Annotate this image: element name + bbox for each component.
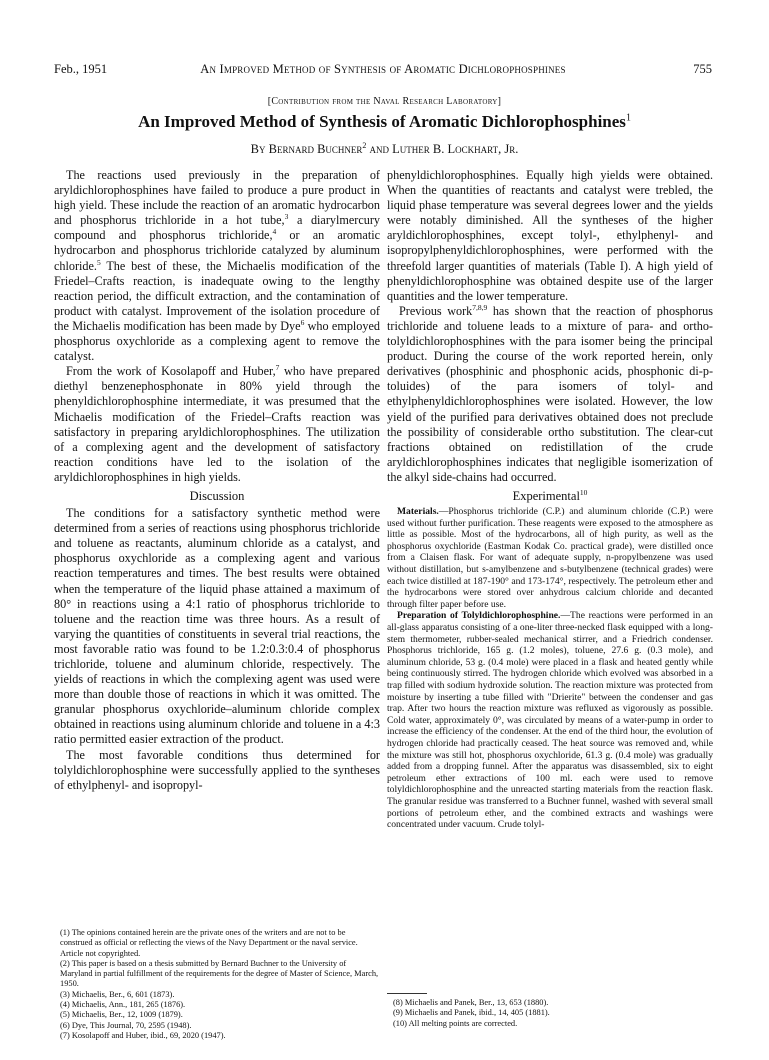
footnote: (9) Michaelis and Panek, ibid., 14, 405 (1881). [393, 1008, 550, 1018]
ref-mark: 4 [272, 227, 277, 237]
footnote: (10) All melting points are corrected. [393, 1018, 518, 1028]
article-title [0, 112, 769, 132]
discussion-paragraph-1: The conditions for a satisfactory synthetic method were determined from a series of reactions using phosphorus trichloride and toluene as reactants, aluminum chloride as a catalyst, and phosphorus oxychloride as a complexing agent and various reaction temperatures and times. The best results were obtained when the temperature of the liquid phase attained a maximum of 80° in reactions using a 4:1 ratio of phosphorus trichloride to toluene and the reaction time was three hours. As a result of varying the quantities of constituents in several trial reactions, the most favorable ratio was found to be 1.2:0.3:0.4 of phosphorus trichloride, toluene and aluminum chloride, respectively. The yields of reactions in which the complexing agent was used were more than double those of reactions in which it was omitted. The granular phosphorus oxychloride–aluminum chloride complex obtained in reactions using aluminum chloride and toluene in a 4:3 ratio permitted easier extraction of the product. [54, 506, 380, 747]
byline [0, 141, 769, 157]
page-number: 755 [693, 62, 712, 76]
footnotes-right [387, 990, 713, 1029]
footnote: (2) This paper is based on a thesis submitted by Bernard Buchner to the University of Maryland in partial fulfillment of the requirements for the degree of Master of Science, March, 1950. [60, 958, 379, 989]
footnote: (8) Michaelis and Panek, Ber., 13, 653 (1880). [393, 998, 549, 1007]
discussion-paragraph-2-end: phenyldichlorophosphines. Equally high yields were obtained. When the quantities of reactants and catalyst were trebled, the liquid phase temperature was several degrees lower and the yields were notably diminished. All the syntheses of the higher aryldichlorophosphines, except tolyl-, ethylphenyl- and isopropylphenyldichlorophosphines, were performed with the threefold larger quantities of materials (Table I). A high yield of phenyldichlorophosphine was obtained despite use of the larger quantities and the lower temperature. [387, 168, 713, 303]
ref-mark: 5 [96, 257, 101, 267]
right-column [387, 168, 713, 831]
footnote: (4) Michaelis, Ann., 181, 265 (1876). [60, 1000, 186, 1010]
byline-and: and [369, 142, 390, 157]
footnote: (1) The opinions contained herein are the private ones of the writers and are not to be construed as official or reflecting the views of the Navy Department or the naval service. Article not copyrighted. [60, 928, 358, 958]
ref-mark: 6 [300, 317, 305, 327]
experimental-body [387, 506, 713, 831]
author-1: Bernard Buchner [268, 142, 363, 157]
footnote: (6) Dye, This Journal, 70, 2595 (1948). [60, 1020, 192, 1030]
intro-paragraph-1: The reactions used previously in the preparation of aryldichlorophosphines have failed to produce a pure product in high yield. These include the reaction of an aromatic hydrocarbon and phosphorus trichloride in a hot tube,$^3$ a diarylmercury compound and phosphorus trichloride,$^4$ or an aromatic hydrocarbon and phosphorus trichloride catalyzed by aluminum chloride.$^5$ The best of these, the Michaelis modification of the Friedel–Crafts reaction, is inadequate owing to the lengthy reaction period, the difficult extraction, and the contamination of product with catalyst. Improvement of the isolation procedure of the Michaelis modification has been made by Dye$^6$ who employed phosphorus oxychloride as a complexing agent to remove the catalyst. [54, 168, 380, 364]
contribution-line: [Contribution from the Naval Research Laboratory] [267, 96, 502, 107]
experimental-heading: Experimental$^{10}$ [512, 487, 588, 503]
footnote: (5) Michaelis, Ber., 12, 1009 (1879). [60, 1010, 183, 1020]
ref-mark: 7,8,9 [472, 302, 488, 312]
footnote-rule [387, 993, 427, 994]
running-head [54, 62, 712, 80]
discussion-heading: Discussion [189, 488, 245, 503]
materials-lead: Materials. [397, 506, 439, 518]
ref-mark: 3 [284, 212, 289, 222]
issue-date: Feb., 1951 [54, 62, 108, 76]
intro-paragraph-2: From the work of Kosolapoff and Huber,$^7$ who have prepared diethyl benzenephosphonate in 80% yield through the phenyldichlorophosphine intermediate, it was presumed that the Michaelis modification of the Friedel–Crafts reaction was satisfactory in preparing aryldichlorophosphines. The utilization of a complexing agent and the development of satisfactory reaction conditions have led to the isolation of the aryldichlorophosphines in high yields. [54, 363, 380, 484]
article-title-text: An Improved Method of Synthesis of Aromatic Dichlorophosphines [138, 112, 626, 131]
discussion-paragraph-2-start: The most favorable conditions thus determined for tolyldichlorophosphine were successfully applied to the syntheses of ethylphenyl- and isopropyl- [54, 747, 380, 792]
materials-paragraph: Materials.—Phosphorus trichloride (C.P.) and aluminum chloride (C.P.) were used without further purification. These reagents were exposed to the atmosphere as little as possible. Most of the hydrocarbons, all of high purity, as well as the phosphorus oxychloride (Eastman Kodak Co. practical grade), were distilled once from a Claisen flask. For want of adequate supply, n-propylbenzene was used without distillation, but s-amylbenzene and s-butylbenzene (technical grades) were each twice distilled at 187-190° and 173-174°, respectively. The petroleum ether and the hydrocarbons were stored over anhydrous calcium chloride and decanted through filter paper before use. [387, 506, 713, 610]
running-title: An Improved Method of Synthesis of Aromatic Dichlorophosphines [200, 62, 566, 76]
discussion-paragraph-3: Previous work$^{7,8,9}$ has shown that the reaction of phosphorus trichloride and toluene leads to a mixture of para- and ortho-tolyldichlorophosphines with the para isomer being the principal product. During the course of the work reported herein, only derivatives (phosphinic and phosphonic acids, phosphonic di-p-toluides) of the para isomers of tolyl- and ethylphenyldichlorophosphines were isolated. However, the low yield of the purified para derivatives obtained does not preclude the possibility of considerable ortho substitution. The clear-cut fractions obtained on redistillation of the crude aryldichlorophosphines indicates that negligible isomerization of the alkyl side-chains had occurred. [387, 302, 713, 484]
preparation-paragraph: Preparation of Tolyldichlorophosphine.—The reactions were performed in an all-glass apparatus consisting of a one-liter three-necked flask equipped with a long-stem thermometer, rubber-sealed mechanical stirrer, and a Friedrich condenser. Phosphorus trichloride, 165 g. (1.2 moles), toluene, 27.6 g. (0.3 mole), and aluminum chloride, 53 g. (0.4 mole) were placed in a flask and heated gently while being continuously stirred. The hydrogen chloride which evolved was absorbed in a trap filled with sodium hydroxide solution. The reaction mixture was protected from moisture by inserting a tube filled with "Drierite" between the condenser and gas trap. After two hours the reaction mixture was refluxed as vigorously as possible. Cold water, approximately 0°, was circulated by means of a water-pump in order to increase the efficiency of the condenser. At the end of the third hour, the evolution of hydrogen chloride had practically ceased. The heat source was removed and, while the mixture was still hot, phosphorus oxychloride, 61.3 g. (0.4 mole) was gradually added from a dropping funnel. After the apparatus was disassembled, six to eight petroleum ether extractions of 100 ml. each were used to remove tolyldichlorophosphine and the unreacted starting materials from the reaction flask. The granular residue was transferred to a Buchner funnel, washed with several small portions of petroleum ether, and the combined extracts and washings were concentrated under vacuum. Crude tolyl- [387, 610, 713, 831]
preparation-lead: Preparation of Tolyldichlorophosphine. [397, 610, 561, 622]
ref-mark: 7 [275, 363, 280, 373]
footnote: (7) Kosolapoff and Huber, ibid., 69, 2020 (1947). [60, 1030, 226, 1040]
ref-mark: 10 [579, 487, 588, 497]
author-1-footnote-mark: 2 [362, 141, 367, 150]
footnote: (3) Michaelis, Ber., 6, 601 (1873). [60, 989, 175, 999]
title-footnote-mark: 1 [625, 112, 631, 124]
footnotes-left [54, 928, 380, 1041]
left-column [54, 168, 380, 793]
byline-by: By [250, 142, 266, 157]
author-2: Luther B. Lockhart, Jr. [392, 142, 519, 157]
